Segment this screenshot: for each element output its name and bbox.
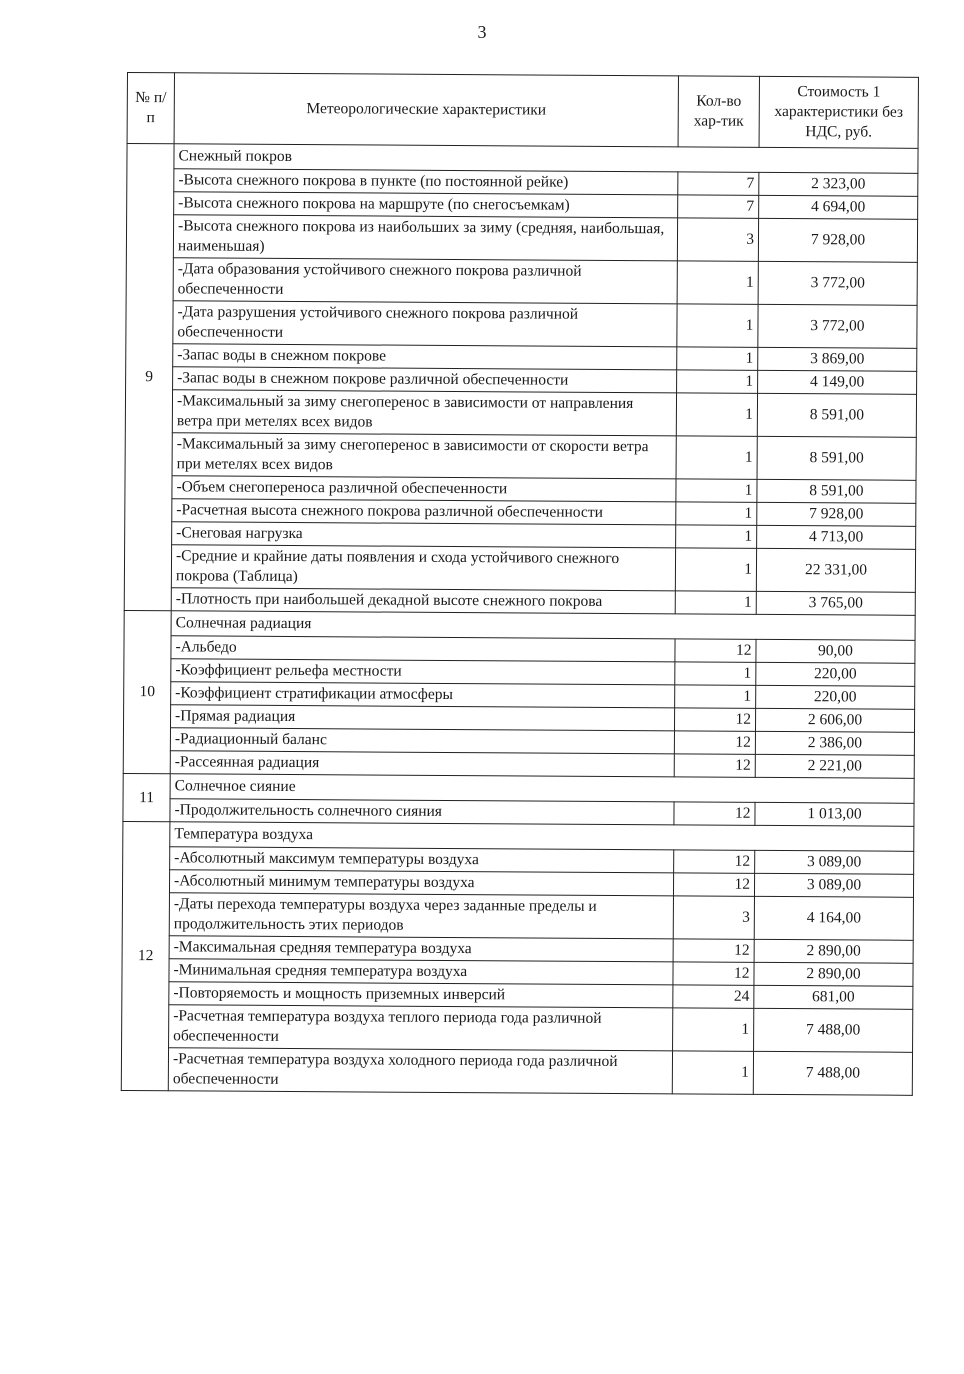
section-number: 12 [121,821,170,1090]
characteristic-cost: 4 164,00 [754,896,913,940]
characteristic-qty: 3 [677,218,758,261]
characteristic-qty: 1 [677,347,758,370]
page-number: 3 [477,22,487,42]
characteristic-name: -Радиационный баланс [170,728,674,754]
characteristic-cost: 2 323,00 [759,172,918,196]
characteristic-name: -Запас воды в снежном покрове различной обеспеченности [173,367,677,393]
characteristic-name: -Минимальная средняя температура воздуха [169,959,673,985]
characteristic-qty: 1 [676,502,757,525]
header-name: Метеорологические характеристики [174,73,678,147]
characteristic-name: -Высота снежного покрова в пункте (по постоянной рейке) [174,169,678,195]
characteristic-qty: 1 [675,662,756,685]
characteristic-cost: 8 591,00 [757,393,916,437]
characteristic-name: -Запас воды в снежном покрове [173,344,677,370]
characteristic-cost: 3 089,00 [755,850,914,874]
characteristic-qty: 1 [676,436,757,479]
characteristic-name: -Коэффициент стратификации атмосферы [171,682,675,708]
characteristic-qty: 12 [674,754,755,777]
characteristic-qty: 12 [675,639,756,662]
characteristic-cost: 7 488,00 [754,1008,913,1052]
characteristic-qty: 1 [676,525,757,548]
characteristic-cost: 2 386,00 [755,731,914,755]
table-row [126,257,917,305]
characteristic-qty: 1 [675,685,756,708]
characteristic-cost: 7 928,00 [758,218,917,262]
table-row [126,215,917,263]
table-body [121,144,918,1096]
section-number: 9 [124,144,174,611]
characteristic-name: -Максимальный за зиму снегоперенос в зависимости от скорости ветра при метелях всех видов [172,433,676,479]
characteristic-name: -Абсолютный максимум температуры воздуха [170,847,674,873]
characteristic-name: -Рассеянная радиация [170,751,674,777]
characteristic-name: -Объем снегопереноса различной обеспеченности [172,476,676,502]
characteristic-qty: 12 [674,802,755,825]
section-title: Солнечное сияние [170,774,914,804]
characteristic-cost: 681,00 [754,985,913,1009]
characteristic-name: -Расчетная температура воздуха теплого периода года различной обеспеченности [169,1005,673,1051]
characteristic-qty: 3 [673,896,754,939]
characteristic-cost: 3 772,00 [758,261,917,305]
characteristic-cost: 220,00 [756,662,915,686]
characteristic-qty: 12 [674,731,755,754]
characteristic-name: -Снеговая нагрузка [172,522,676,548]
section-number: 11 [123,773,170,821]
characteristic-qty: 7 [678,172,759,195]
characteristic-name: -Продолжительность солнечного сияния [170,799,674,825]
characteristic-qty: 1 [677,370,758,393]
characteristic-name: -Средние и крайние даты появления и схода устойчивого снежного покрова (Таблица) [171,545,675,591]
characteristic-name: -Максимальный за зиму снегоперенос в зависимости от направления ветра при метелях всех видов [172,390,676,436]
characteristic-name: -Расчетная температура воздуха холодного периода года различной обеспеченности [168,1048,672,1094]
characteristic-cost: 4 694,00 [759,195,918,219]
characteristic-qty: 1 [675,548,756,591]
characteristic-qty: 1 [677,304,758,347]
characteristic-cost: 2 221,00 [755,754,914,778]
characteristic-cost: 8 591,00 [757,436,916,480]
characteristic-name: -Дата образования устойчивого снежного покрова различной обеспеченности [173,258,677,304]
characteristic-name: -Прямая радиация [170,705,674,731]
characteristic-name: -Высота снежного покрова на маршруте (по снегосъемкам) [174,192,678,218]
characteristic-name: -Даты перехода температуры воздуха через заданные пределы и продолжительность этих периодов [169,893,673,939]
characteristic-qty: 1 [677,261,758,304]
characteristic-cost: 3 765,00 [756,591,915,615]
characteristic-cost: 2 606,00 [755,708,914,732]
characteristic-qty: 1 [673,1008,754,1051]
section-title: Снежный покров [174,144,918,174]
characteristic-qty: 12 [673,873,754,896]
characteristic-name: -Дата разрушения устойчивого снежного покрова различной обеспеченности [173,301,677,347]
characteristic-qty: 12 [674,708,755,731]
characteristic-cost: 2 890,00 [754,939,913,963]
characteristic-cost: 1 013,00 [755,802,914,826]
characteristic-cost: 3 089,00 [754,873,913,897]
characteristic-qty: 24 [673,985,754,1008]
characteristic-name: -Плотность при наибольшей декадной высоте снежного покрова [171,588,675,614]
characteristic-cost: 220,00 [756,685,915,709]
section-number: 10 [123,610,171,773]
characteristic-name: -Повторяемость и мощность приземных инверсий [169,982,673,1008]
table-row [125,389,916,437]
characteristic-name: -Расчетная высота снежного покрова различной обеспеченности [172,499,676,525]
characteristic-qty: 1 [672,1051,753,1094]
characteristic-cost: 3 869,00 [758,347,917,371]
characteristic-name: -Альбедо [171,636,675,662]
table-row [124,544,915,592]
table-row [126,300,917,348]
characteristic-qty: 12 [673,939,754,962]
meteo-characteristics-table [121,72,919,1096]
characteristic-qty: 12 [673,962,754,985]
table-header-row [127,73,918,149]
table-row [122,1004,913,1052]
table-row [121,1047,912,1095]
header-cost: Стоимость 1 характеристики без НДС, руб. [759,76,918,148]
characteristic-qty: 7 [678,195,759,218]
characteristic-name: -Коэффициент рельефа местности [171,659,675,685]
table-row [125,432,916,480]
table-row [122,892,913,940]
section-title: Температура воздуха [170,822,914,852]
characteristic-name: -Высота снежного покрова из наибольших за зиму (средняя, наибольшая, наименьшая) [173,215,677,261]
characteristic-cost: 4 149,00 [758,370,917,394]
characteristic-qty: 1 [675,591,756,614]
characteristic-cost: 90,00 [756,639,915,663]
characteristic-cost: 22 331,00 [756,548,915,592]
characteristic-name: -Абсолютный минимум температуры воздуха [169,870,673,896]
header-qty: Кол-во хар-тик [678,76,759,147]
header-num: № п/п [127,73,174,144]
characteristic-cost: 4 713,00 [757,525,916,549]
characteristic-cost: 2 890,00 [754,962,913,986]
characteristic-cost: 8 591,00 [757,479,916,503]
characteristic-cost: 3 772,00 [758,304,917,348]
section-title: Солнечная радиация [171,611,915,641]
characteristic-qty: 12 [674,850,755,873]
characteristic-name: -Максимальная средняя температура воздуха [169,936,673,962]
characteristic-qty: 1 [676,393,757,436]
characteristic-cost: 7 488,00 [753,1051,912,1095]
characteristic-cost: 7 928,00 [757,502,916,526]
characteristic-qty: 1 [676,479,757,502]
